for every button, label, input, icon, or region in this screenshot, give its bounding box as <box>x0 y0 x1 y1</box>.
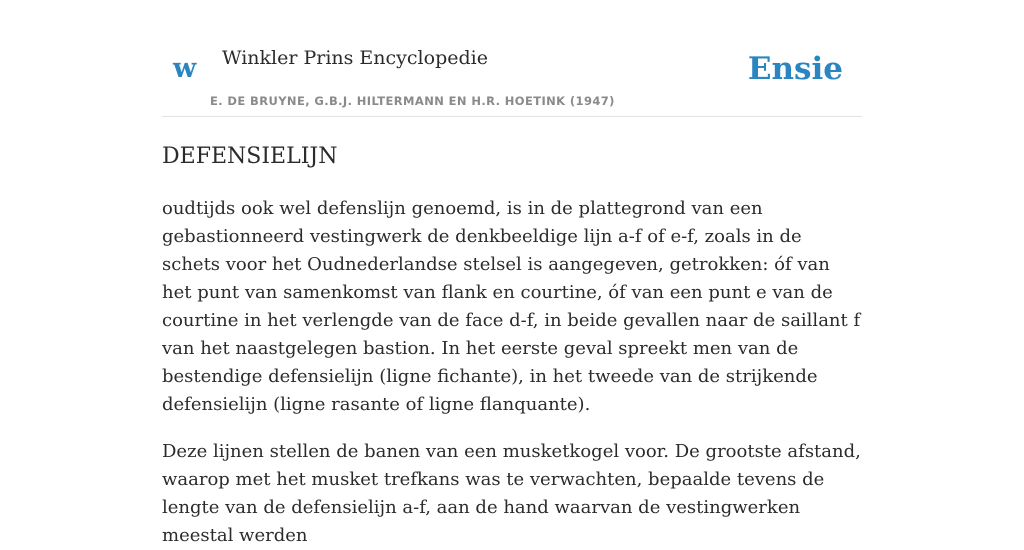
site-logo-icon[interactable]: w <box>173 53 197 84</box>
site-title[interactable]: Winkler Prins Encyclopedie <box>222 47 488 69</box>
site-header <box>162 0 862 117</box>
authors-line: E. DE BRUYNE, G.B.J. HILTERMANN EN H.R. HOETINK (1947) <box>210 94 615 108</box>
brand-logo-link[interactable]: Ensie <box>747 51 843 87</box>
entry-paragraph: Deze lijnen stellen de banen van een musketkogel voor. De grootste afstand, waarop met het musket trefkans was te verwachten, bepaalde tevens de lengte van de defensielijn a-f, aan de hand waarvan de vestingwerken meestal werden <box>162 441 861 546</box>
page <box>162 0 862 550</box>
entry-body <box>162 195 862 550</box>
entry-paragraph: oudtijds ook wel defenslijn genoemd, is in de plattegrond van een gebastionneerd vestingwerk de denkbeeldige lijn a-f of e-f, zoals in de schets voor het Oudnederlandse stelsel is aangegeven, getrokken: óf van het punt van samenkomst van flank en courtine, óf van een punt e van de courtine in het verlengde van de face d-f, in beide gevallen naar de saillant f van het naastgelegen bastion. In het eerste geval spreekt men van de bestendige defensielijn (ligne fichante), in het tweede van de strijkende defensielijn (ligne rasante of ligne flanquante). <box>162 198 861 415</box>
entry-title: DEFENSIELIJN <box>162 144 338 169</box>
